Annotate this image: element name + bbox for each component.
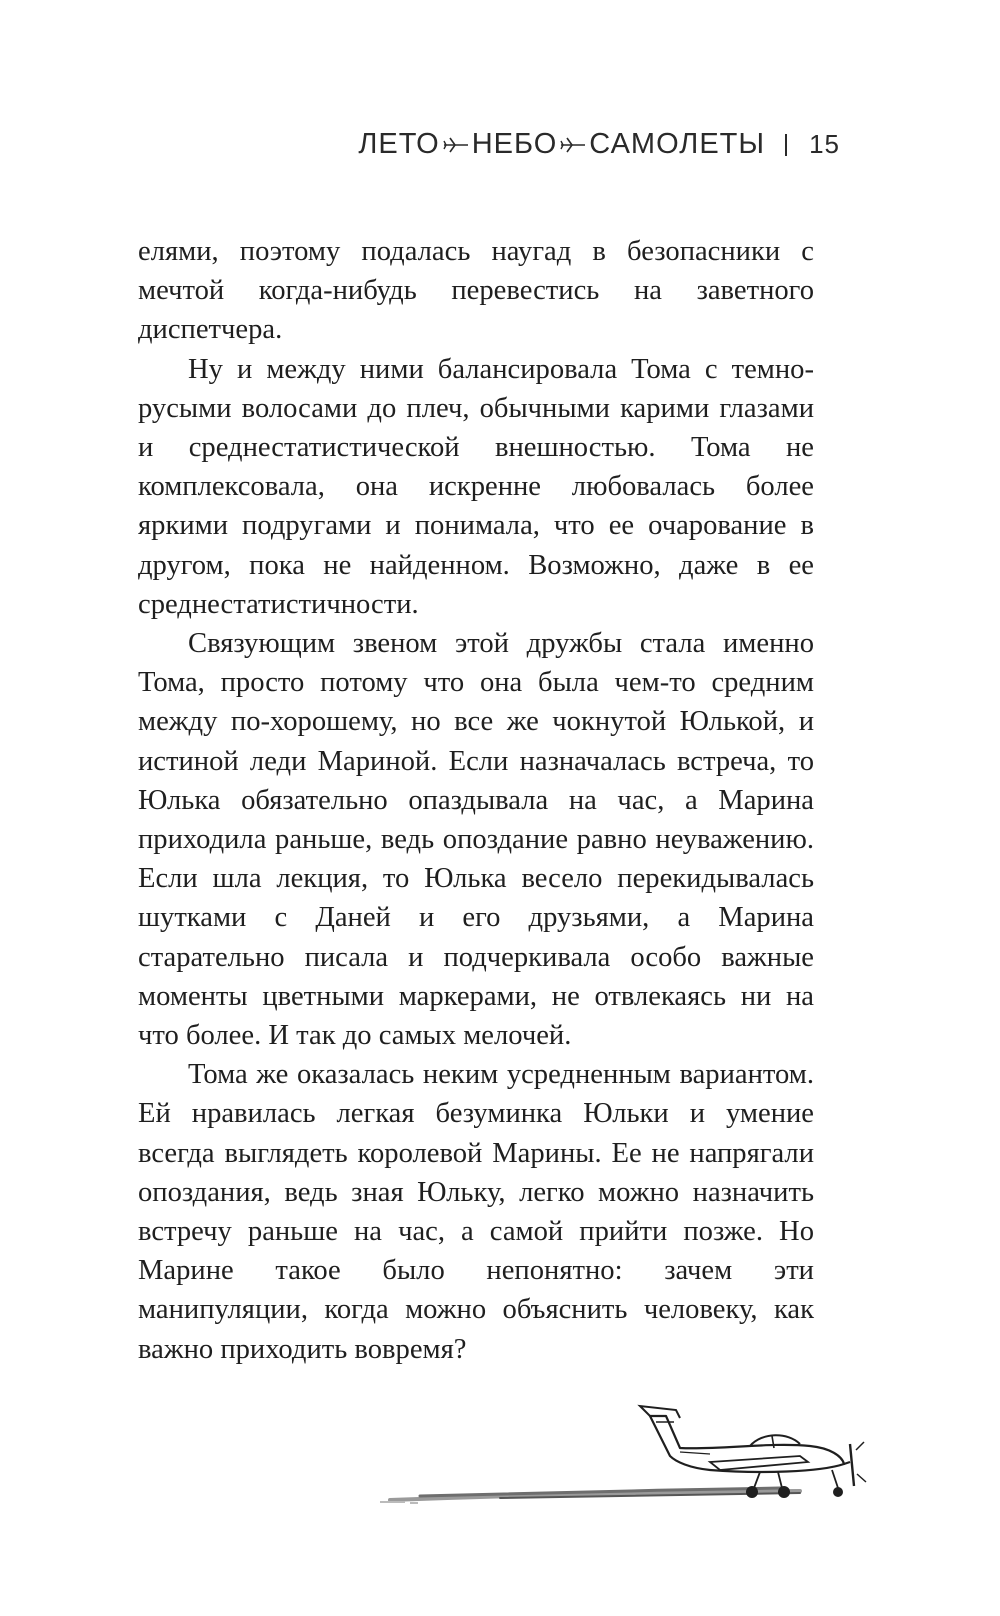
paragraph: Ну и между ними балансировала Тома с темно-русыми волосами до плеч, обычными карими глазами и среднестатистической внешностью. Тома не комплексовала, она искренне любовалась более яркими подругами и понимала, что ее очарование в другом, пока не найденном. Возможно, даже в ее среднестатистичности. [138, 353, 814, 620]
paragraph: Тома же оказалась неким усредненным вариантом. Ей нравилась легкая безуминка Юльки и умение всегда выглядеть королевой Марины. Ее не напрягали опоздания, ведь зная Юльку, легко можно назначить встречу раньше на час, а самой прийти позже. Но Марине такое было непонятно: зачем эти манипуляции, когда можно объяснить человеку, как важно приходить вовремя? [138, 1059, 814, 1365]
header-word-leto: ЛЕТО [358, 128, 440, 160]
header-divider [785, 134, 787, 156]
running-header [358, 128, 840, 161]
header-word-samolety: САМОЛЕТЫ [589, 128, 766, 160]
paragraph: Связующим звеном этой дружбы стала именно Тома, просто потому что она была чем-то средним между по-хорошему, но все же чокнутой Юлькой, и истиной леди Мариной. Если назначалась встреча, то Юлька обязательно опаздывала на час, а Марина приходила раньше, ведь опоздание равно неуважению. Если шла лекция, то Юлька весело перекидывалась шутками с Даней и его друзьями, а Марина старательно писала и подчеркивала особо важные моменты цветными маркерами, не отвлекаясь ни на что более. И так до самых мелочей. [138, 628, 814, 1052]
body-text [138, 232, 814, 1369]
plane-icon [560, 137, 586, 153]
page-number: 15 [809, 129, 840, 159]
plane-icon [443, 137, 469, 153]
header-word-nebo: НЕБО [471, 128, 558, 160]
paragraph: елями, поэтому подалась наугад в безопасники с мечтой когда-нибудь перевестись на заветного диспетчера. [138, 236, 814, 346]
airplane-sketch-icon [380, 1392, 880, 1512]
